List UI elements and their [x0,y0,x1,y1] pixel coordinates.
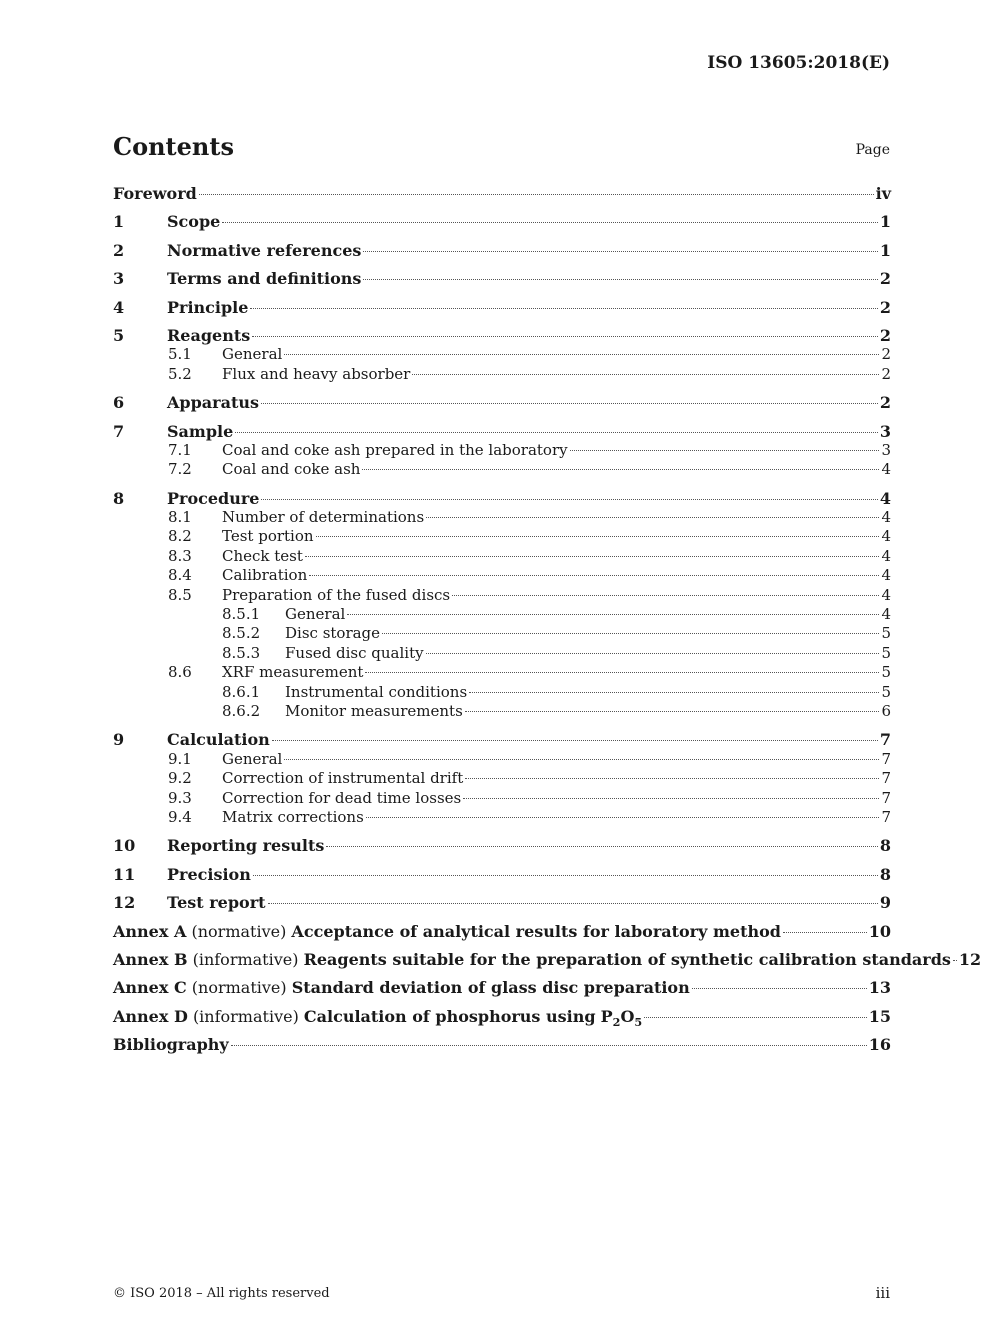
toc-entry-title: General [285,605,346,624]
toc-entry[interactable] [113,769,891,788]
standard-id: ISO 13605:2018(E) [707,53,890,73]
toc-entry-title: Number of determinations [222,508,425,527]
dot-leader [309,575,879,576]
toc-entry-number: 7 [113,421,125,441]
toc-entry-page: 7 [881,749,891,768]
page-column-label: Page [855,142,890,158]
toc-entry-title: Coal and coke ash [222,460,361,479]
toc-entry-title: Normative references [167,240,362,260]
toc-entry-title: Preparation of the fused discs [222,585,451,604]
annex-label: Annex A [113,921,187,941]
toc-entry-title: General [222,749,283,768]
toc-entry-number: 2 [113,240,125,260]
toc-entry-title: Calculation [167,730,270,750]
toc-entry-page: 1 [879,212,891,232]
annex-title: Reagents suitable for the preparation of synthetic calibration standards [303,949,951,969]
toc-entry-number: 5 [113,325,125,345]
toc-entry[interactable] [113,566,891,585]
toc-entry[interactable] [113,750,891,769]
toc-entry-number: 11 [113,864,136,884]
toc-entry[interactable] [113,624,891,643]
toc-entry-number: 8 [113,488,125,508]
toc-entry-number: 9.2 [168,769,192,788]
dot-leader [953,960,957,961]
dot-leader [222,222,878,223]
toc-entry-page: 10 [868,921,891,941]
toc-entry-page: 7 [879,730,891,750]
toc-entry-title: Test report [167,893,266,913]
toc-entry-title: Foreword [113,184,197,203]
toc-entry-annex-a[interactable] [113,922,891,941]
toc-entry-number: 9 [113,730,125,750]
toc-entry[interactable] [113,298,891,317]
toc-entry[interactable] [113,345,891,364]
toc-entry[interactable] [113,326,891,345]
toc-entry-page: 7 [881,788,891,807]
toc-entry-page: 4 [881,605,891,624]
toc-entry[interactable] [113,605,891,624]
toc-entry-page: 2 [879,297,891,317]
toc-entry-title: Bibliography [113,1035,229,1055]
dot-leader [326,846,878,847]
dot-leader [363,279,877,280]
toc-entry-title: Reporting results [167,836,325,856]
toc-entry-title: Terms and definitions [167,269,362,289]
toc-entry-number: 8.5 [168,585,192,604]
toc-entry[interactable] [113,683,891,702]
toc-entry[interactable] [113,460,891,479]
annex-label: Annex C [113,978,187,998]
toc-entry-title: Scope [167,212,221,232]
toc-entry-title: Flux and heavy absorber [222,364,411,383]
dot-leader [426,653,880,654]
toc-entry-number: 8.6.2 [222,701,261,720]
toc-entry-page: 16 [868,1035,891,1055]
page-number: iii [875,1284,890,1302]
toc-entry[interactable] [113,365,891,384]
annex-status: (normative) [191,921,287,941]
dot-leader [382,633,879,634]
dot-leader [570,450,880,451]
toc-entry-title: XRF measurement [222,663,364,682]
toc-entry[interactable] [113,269,891,288]
dot-leader [250,308,877,309]
annex-status: (informative) [192,1006,299,1026]
dot-leader [363,251,877,252]
toc-entry[interactable] [113,663,891,682]
toc-entry-page: 4 [881,527,891,546]
dot-leader [252,336,878,337]
toc-entry-number: 1 [113,212,125,232]
toc-entry-number: 3 [113,269,125,289]
toc-entry-number: 9.4 [168,807,192,826]
toc-entry-page: 8 [879,836,891,856]
toc-entry-page: 5 [881,663,891,682]
toc-entry-page: 2 [879,269,891,289]
toc-entry-bibliography[interactable] [113,1035,891,1054]
toc-entry[interactable] [113,441,891,460]
toc-entry-page: 7 [881,769,891,788]
toc-entry-page: 15 [868,1006,891,1026]
toc-entry-title: Reagents [167,325,251,345]
toc-entry-number: 4 [113,297,125,317]
toc-entry-title: Procedure [167,488,260,508]
toc-entry[interactable] [113,212,891,231]
dot-leader [783,932,867,933]
toc-entry-page: 9 [879,893,891,913]
dot-leader [305,556,880,557]
toc-entry-title: Correction for dead time losses [222,788,462,807]
toc-entry-title: Monitor measurements [285,701,463,720]
toc-entry-title: Instrumental conditions [285,682,468,701]
dot-leader [261,403,878,404]
toc-entry-number: 10 [113,836,136,856]
toc-entry-page: 2 [879,325,891,345]
toc-entry-number: 8.1 [168,508,192,527]
toc-entry-title: Disc storage [285,624,381,643]
annex-label: Annex B [113,949,188,969]
dot-leader [253,875,878,876]
dot-leader [412,374,879,375]
toc-entry-page: 5 [881,624,891,643]
dot-leader [261,499,877,500]
dot-leader [347,614,879,615]
dot-leader [452,595,879,596]
annex-title: Calculation of phosphorus using [303,1006,596,1026]
dot-leader [235,432,878,433]
toc-entry-title: General [222,345,283,364]
toc-entry[interactable] [113,422,891,441]
toc-entry-title: Check test [222,546,303,565]
toc-entry[interactable] [113,644,891,663]
toc-entry-number: 12 [113,893,136,913]
toc-entry-number: 8.5.2 [222,624,261,643]
dot-leader [284,354,879,355]
toc-entry-page: 5 [881,643,891,662]
dot-leader [644,1017,867,1018]
dot-leader [362,469,879,470]
toc-entry[interactable] [113,893,891,912]
toc-entry-page: 6 [881,701,891,720]
toc-entry-page: 4 [881,566,891,585]
toc-entry-page: 4 [881,508,891,527]
chemical-formula: $P_2O_5$ [600,1006,643,1029]
toc-entry-number: 8.5.3 [222,643,261,662]
toc-entry[interactable] [113,808,891,827]
dot-leader [366,817,880,818]
toc-entry[interactable] [113,730,891,749]
toc-entry-page: 2 [879,393,891,413]
toc-entry-page: 8 [879,864,891,884]
toc-entry-foreword[interactable] [113,184,891,203]
toc-entry-number: 8.5.1 [222,605,261,624]
toc-entry-number: 5.1 [168,345,192,364]
toc-entry-title: Coal and coke ash prepared in the laboratory [222,440,568,459]
toc-entry-title: Calibration [222,566,308,585]
toc-entry-annex-c[interactable] [113,978,891,997]
toc-entry-title: Fused disc quality [285,643,424,662]
toc-entry-page: 1 [879,240,891,260]
toc-entry-page: 2 [881,345,891,364]
toc-entry[interactable] [113,508,891,527]
dot-leader [365,672,879,673]
toc-entry[interactable] [113,865,891,884]
toc-entry-number: 8.4 [168,566,192,585]
toc-entry-annex-b[interactable] [113,949,981,969]
toc-entry-number: 8.6.1 [222,682,261,701]
toc-entry[interactable] [113,702,891,721]
toc-entry-page: 3 [879,421,891,441]
toc-entry-number: 9.1 [168,749,192,768]
annex-label: Annex D [113,1006,188,1026]
dot-leader [231,1045,867,1046]
toc-entry-annex-d[interactable] [113,1006,891,1029]
dot-leader [465,711,880,712]
copyright-notice: © ISO 2018 – All rights reserved [113,1286,330,1301]
table-of-contents [113,184,981,1055]
annex-status: (informative) [192,949,299,969]
toc-entry-title: Matrix corrections [222,807,364,826]
toc-entry[interactable] [113,241,891,260]
toc-entry-title: Precision [167,864,251,884]
annex-status: (normative) [191,978,287,998]
dot-leader [272,740,878,741]
toc-entry-page: 2 [881,364,891,383]
toc-entry-page: 12 [958,949,981,969]
annex-title: Standard deviation of glass disc preparation [291,978,690,998]
toc-entry[interactable] [113,489,891,508]
toc-entry-number: 6 [113,393,125,413]
dot-leader [692,988,867,989]
dot-leader [199,194,874,195]
toc-entry-page: iv [875,184,891,203]
toc-entry-title: Sample [167,421,234,441]
toc-entry-title: Principle [167,297,249,317]
toc-entry-page: 4 [881,460,891,479]
dot-leader [465,778,879,779]
toc-entry-title: Correction of instrumental drift [222,769,464,788]
toc-entry[interactable] [113,586,891,605]
toc-entry-number: 8.2 [168,527,192,546]
toc-entry-page: 5 [881,682,891,701]
dot-leader [284,759,879,760]
dot-leader [463,798,879,799]
toc-entry[interactable] [113,836,891,855]
toc-entry[interactable] [113,789,891,808]
toc-entry[interactable] [113,547,891,566]
toc-entry-page: 4 [879,488,891,508]
page-title: Contents [113,132,234,161]
toc-entry-number: 7.2 [168,460,192,479]
toc-entry-number: 8.6 [168,663,192,682]
toc-entry-title: Test portion [222,527,314,546]
dot-leader [316,536,880,537]
dot-leader [268,903,878,904]
toc-entry-number: 7.1 [168,440,192,459]
toc-entry-page: 7 [881,807,891,826]
toc-entry-number: 5.2 [168,364,192,383]
dot-leader [426,517,879,518]
dot-leader [469,692,879,693]
toc-entry-number: 9.3 [168,788,192,807]
toc-entry-page: 3 [881,440,891,459]
toc-entry[interactable] [113,393,891,412]
toc-entry-number: 8.3 [168,546,192,565]
toc-entry-page: 13 [868,978,891,998]
toc-entry-page: 4 [881,585,891,604]
toc-entry-page: 4 [881,546,891,565]
toc-entry-title: Apparatus [167,393,259,413]
toc-entry[interactable] [113,527,891,546]
annex-title: Acceptance of analytical results for laboratory method [291,921,781,941]
